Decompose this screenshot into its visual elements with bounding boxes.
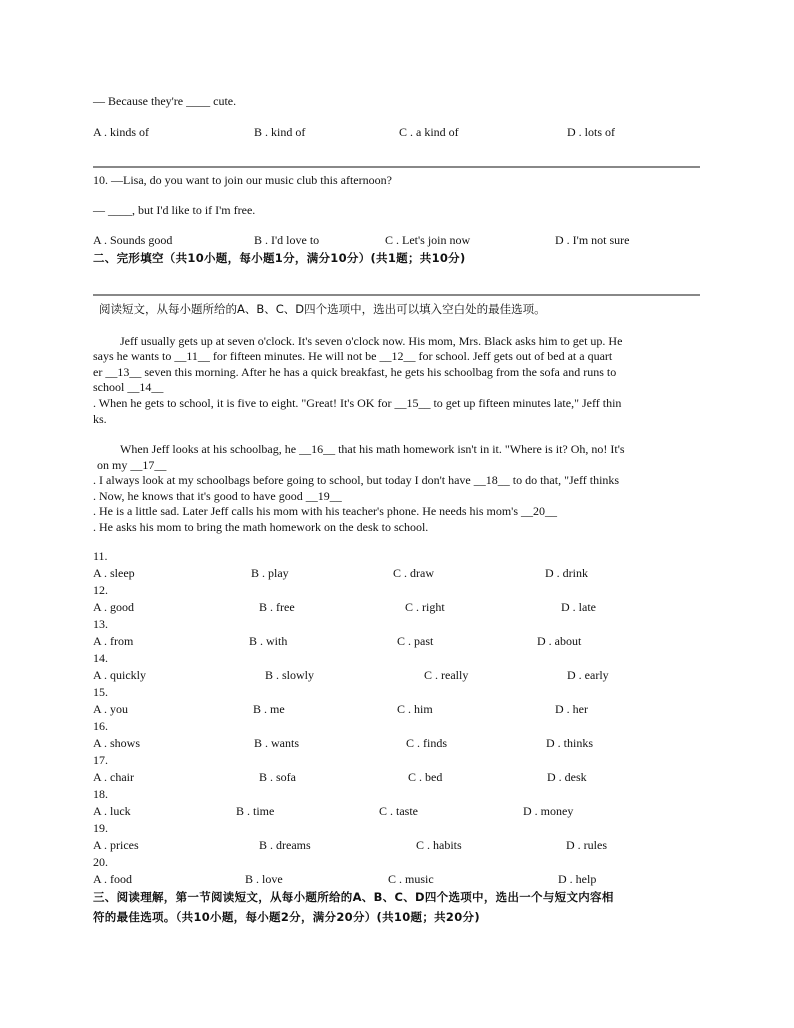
cloze-option-a: A . good: [93, 600, 135, 614]
cloze-option-a: A . from: [93, 634, 134, 648]
cloze-option-d: D . early: [567, 668, 609, 682]
passage-line: on my __17__: [97, 458, 167, 472]
cloze-option-d: D . late: [561, 600, 596, 614]
section3-heading-line2: 符的最佳选项。（共10小题，每小题2分，满分20分）(共10题；共20分): [93, 910, 480, 924]
cloze-question-number: 19.: [93, 821, 108, 835]
cloze-option-d: D . her: [555, 702, 588, 716]
cloze-option-c: C . habits: [416, 838, 462, 852]
divider: [93, 166, 700, 168]
cloze-option-b: B . me: [253, 702, 285, 716]
cloze-option-c: C . draw: [393, 566, 434, 580]
q9-option-d: D . lots of: [567, 125, 615, 139]
cloze-option-d: D . desk: [547, 770, 587, 784]
cloze-option-c: C . music: [388, 872, 434, 886]
section3-heading-line1: 三、阅读理解，第一节阅读短文，从每小题所给的A、B、C、D四个选项中，选出一个与短文内容相: [93, 890, 614, 904]
cloze-option-a: A . prices: [93, 838, 139, 852]
cloze-option-a: A . shows: [93, 736, 141, 750]
cloze-option-c: C . him: [397, 702, 433, 716]
section2-heading: 二、完形填空（共10小题，每小题1分，满分10分）(共1题；共10分): [93, 251, 466, 265]
cloze-question-number: 15.: [93, 685, 108, 699]
cloze-option-d: D . money: [523, 804, 574, 818]
cloze-option-a: A . chair: [93, 770, 134, 784]
cloze-option-b: B . dreams: [259, 838, 311, 852]
passage-line: says he wants to __11__ for fifteen minutes. He will not be __12__ for school. Jeff gets out of bed at a quart: [93, 349, 613, 363]
q9-option-b: B . kind of: [254, 125, 306, 139]
cloze-option-b: B . time: [236, 804, 275, 818]
q9-answer-line: — Because they're ____ cute.: [93, 94, 237, 108]
q10-question: 10. —Lisa, do you want to join our music club this afternoon?: [93, 173, 392, 187]
cloze-option-c: C . past: [397, 634, 434, 648]
cloze-option-b: B . slowly: [265, 668, 315, 682]
cloze-question-number: 20.: [93, 855, 108, 869]
cloze-option-c: C . really: [424, 668, 469, 682]
cloze-option-b: B . sofa: [259, 770, 296, 784]
q10-option-c: C . Let's join now: [385, 233, 471, 247]
passage-line: er __13__ seven this morning. After he has a quick breakfast, he gets his schoolbag from the sofa and runs to: [93, 365, 617, 379]
cloze-option-a: A . you: [93, 702, 129, 716]
cloze-question-number: 16.: [93, 719, 108, 733]
q10-option-d: D . I'm not sure: [555, 233, 630, 247]
cloze-option-b: B . with: [249, 634, 288, 648]
passage-line: Jeff usually gets up at seven o'clock. It's seven o'clock now. His mom, Mrs. Black asks him to get up. He: [120, 334, 623, 348]
cloze-question-number: 14.: [93, 651, 108, 665]
cloze-question-number: 17.: [93, 753, 108, 767]
passage-line: . He is a little sad. Later Jeff calls his mom with his teacher's phone. He needs his mom's __20__: [93, 504, 558, 518]
passage-line: . When he gets to school, it is five to eight. "Great! It's OK for __15__ to get up fifteen minutes late," Jeff thin: [93, 396, 622, 410]
divider: [93, 294, 700, 296]
cloze-option-c: C . bed: [408, 770, 443, 784]
section2-instruction: 阅读短文，从每小题所给的A、B、C、D四个选项中，选出可以填入空白处的最佳选项。: [99, 302, 546, 316]
cloze-question-number: 12.: [93, 583, 108, 597]
passage-line: . I always look at my schoolbags before going to school, but today I don't have __18__ to do that, "Jeff thinks: [93, 473, 620, 487]
cloze-option-d: D . about: [537, 634, 582, 648]
cloze-option-d: D . thinks: [546, 736, 594, 750]
passage-line: When Jeff looks at his schoolbag, he __16__ that his math homework isn't in it. "Where is it? Oh, no! It's: [120, 442, 625, 456]
cloze-question-number: 13.: [93, 617, 108, 631]
cloze-option-c: C . taste: [379, 804, 418, 818]
cloze-question-number: 18.: [93, 787, 108, 801]
q10-option-b: B . I'd love to: [254, 233, 320, 247]
cloze-option-b: B . love: [245, 872, 283, 886]
cloze-question-number: 11.: [93, 549, 108, 563]
cloze-option-c: C . finds: [406, 736, 448, 750]
q10-answer-line: — ____, but I'd like to if I'm free.: [93, 203, 256, 217]
passage-line: ks.: [93, 412, 107, 426]
cloze-option-a: A . quickly: [93, 668, 146, 682]
cloze-option-a: A . sleep: [93, 566, 135, 580]
cloze-option-b: B . play: [251, 566, 289, 580]
passage-line: . He asks his mom to bring the math homework on the desk to school.: [93, 520, 429, 534]
q9-option-c: C . a kind of: [399, 125, 459, 139]
passage-line: . Now, he knows that it's good to have good __19__: [93, 489, 342, 503]
q10-option-a: A . Sounds good: [93, 233, 173, 247]
cloze-option-c: C . right: [405, 600, 445, 614]
passage-line: school __14__: [93, 380, 164, 394]
cloze-option-a: A . food: [93, 872, 132, 886]
cloze-option-d: D . drink: [545, 566, 588, 580]
cloze-option-b: B . wants: [254, 736, 299, 750]
cloze-option-a: A . luck: [93, 804, 131, 818]
q9-option-a: A . kinds of: [93, 125, 150, 139]
cloze-option-b: B . free: [259, 600, 295, 614]
cloze-option-d: D . rules: [566, 838, 607, 852]
cloze-option-d: D . help: [558, 872, 597, 886]
